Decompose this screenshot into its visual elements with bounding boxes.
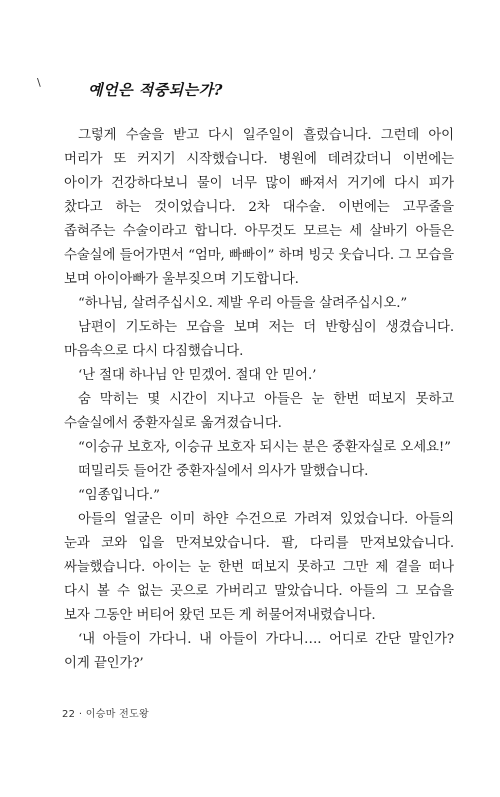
page-number: 22 [62, 709, 76, 720]
paragraph: “하나님, 살려주십시오. 제발 우리 아들을 살려주십시오.” [78, 296, 408, 311]
running-title: 이승마 전도왕 [85, 709, 150, 720]
paragraph: 그렇게 수술을 받고 다시 일주일이 흘렀습니다. 그런데 아이 머리가 또 커지기 시작했습니다. 병원에 데려갔더니 이번에는 아이가 건강하다보니 물이 너무 많이 빠져서 거기에 다시 피가 찼다고 하는 것이었습니다. 2차 대수술. 이번에는 고무줄을 좁혀주는 수술이라고 합니다. 아무것도 모르는 세 살바기 아들은 수술실에 들어가면서 “엄마, 빠빠이” 하며 빙긋 웃습니다. 그 모습을 보며 아이아빠가 울부짖으며 기도합니다. [64, 128, 454, 287]
footer-separator: · [78, 709, 83, 720]
paragraph: “이승규 보호자, 이승규 보호자 되시는 분은 중환자실로 오세요!” [78, 440, 451, 455]
paragraph: 숨 막히는 몇 시간이 지나고 아들은 눈 한번 떠보지 못하고 수술실에서 중환자실로 옮겨졌습니다. [64, 392, 454, 431]
paragraph: “임종입니다.” [78, 488, 160, 503]
body-text [64, 124, 454, 676]
chapter-title: 예언은 적중되는가? [88, 81, 223, 99]
page-footer [62, 705, 149, 720]
paragraph: 아들의 얼굴은 이미 하얀 수건으로 가려져 있었습니다. 아들의 눈과 코와 입을 만져보았습니다. 팔, 다리를 만져보았습니다. 싸늘했습니다. 아이는 눈 한번 떠보지 못하고 그만 제 곁을 떠나 다시 볼 수 없는 곳으로 가버리고 말았습니다. 아들의 그 모습을 보자 그동안 버티어 왔던 모든 게 허물어져내렸습니다. [64, 512, 454, 623]
paragraph: 남편이 기도하는 모습을 보며 저는 더 반항심이 생겼습니다. 마음속으로 다시 다짐했습니다. [64, 320, 454, 359]
paragraph: ‘내 아들이 가다니. 내 아들이 가다니…. 어디로 간단 말인가? 이게 끝인가?’ [64, 632, 454, 671]
paragraph: 떠밀리듯 들어간 중환자실에서 의사가 말했습니다. [78, 464, 369, 479]
chapter-mark: \ [37, 76, 41, 89]
paragraph: ‘난 절대 하나님 안 믿겠어. 절대 안 믿어.’ [78, 368, 317, 383]
